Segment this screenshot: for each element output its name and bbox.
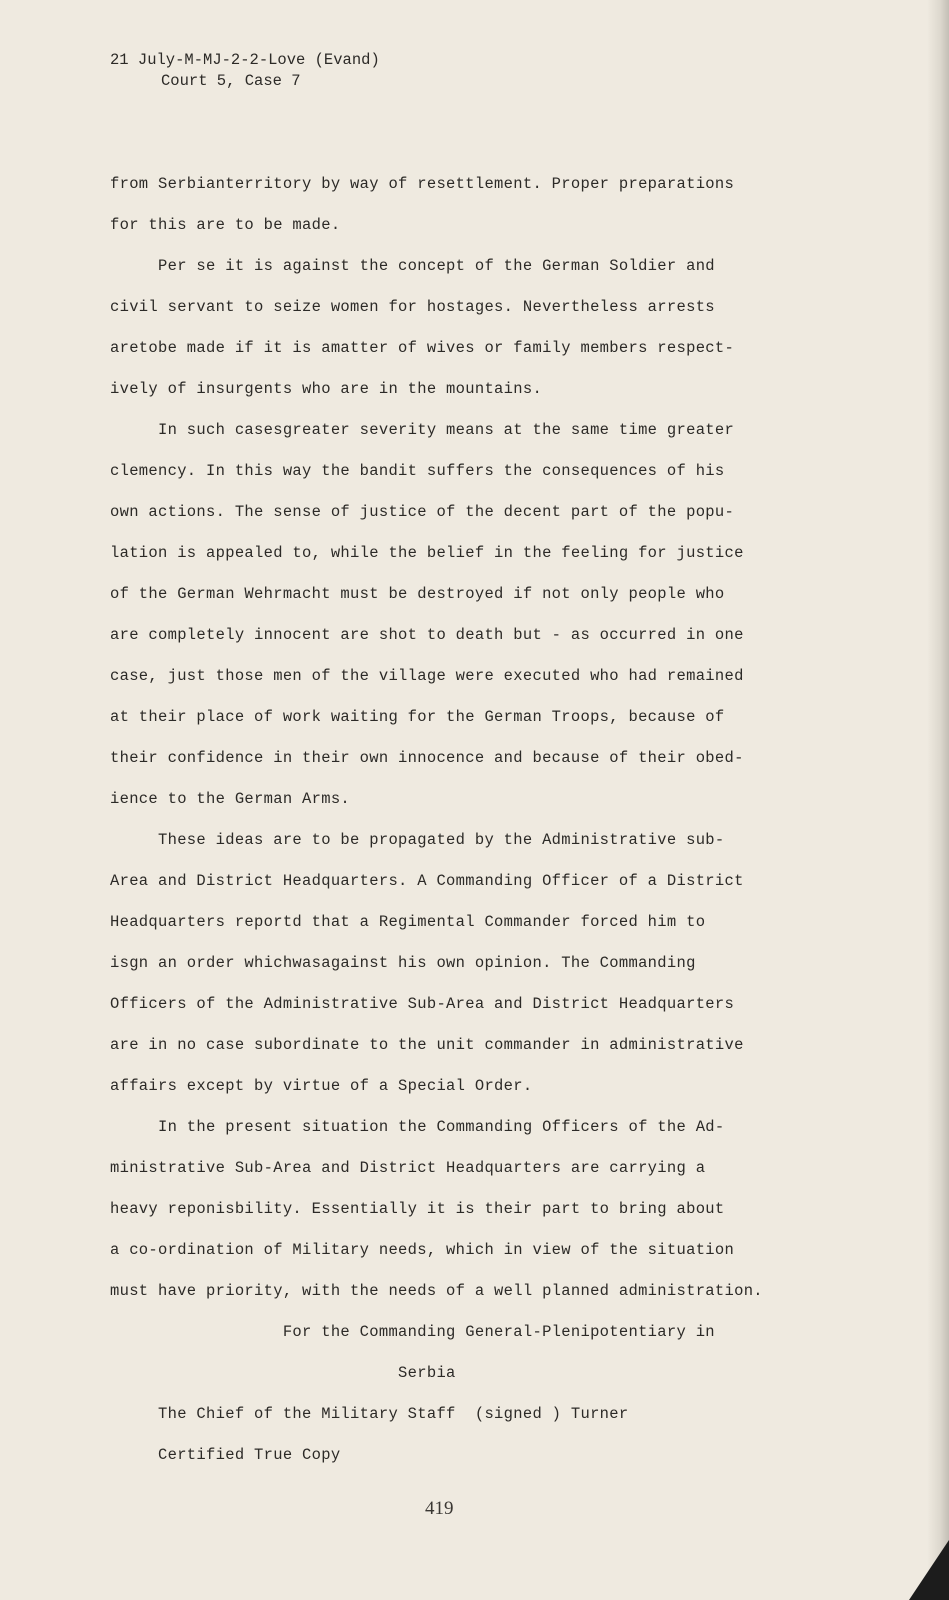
text-line: In the present situation the Commanding Officers of the Ad- (110, 1118, 725, 1136)
text-line: affairs except by virtue of a Special Order. (110, 1077, 533, 1095)
text-line: In such casesgreater severity means at the same time greater (110, 421, 735, 439)
text-line: a co-ordination of Military needs, which in view of the situation (110, 1241, 735, 1259)
text-line: ministrative Sub-Area and District Headquarters are carrying a (110, 1159, 706, 1177)
text-line: must have priority, with the needs of a well planned administration. (110, 1282, 763, 1300)
signature-line: The Chief of the Military Staff (signed ) Turner (110, 1405, 629, 1423)
text-line: of the German Wehrmacht must be destroyed if not only people who (110, 585, 725, 603)
text-line: their confidence in their own innocence and because of their obed- (110, 749, 744, 767)
text-line: aretobe made if it is amatter of wives or family members respect- (110, 339, 735, 357)
text-line: clemency. In this way the bandit suffers the consequences of his (110, 462, 725, 480)
page-edge-shadow (927, 0, 949, 1600)
page-number: 419 (425, 1498, 454, 1519)
document-header (110, 50, 380, 92)
text-line: Headquarters reportd that a Regimental Commander forced him to (110, 913, 706, 931)
text-line: for this are to be made. (110, 216, 341, 234)
text-line: at their place of work waiting for the German Troops, because of (110, 708, 725, 726)
text-line: own actions. The sense of justice of the decent part of the popu- (110, 503, 735, 521)
header-court-case: Court 5, Case 7 (161, 72, 301, 90)
text-line: civil servant to seize women for hostages. Nevertheless arrests (110, 298, 715, 316)
text-line: heavy reponisbility. Essentially it is their part to bring about (110, 1200, 725, 1218)
signature-block-line: For the Commanding General-Plenipotentiary in (110, 1323, 715, 1341)
text-line: from Serbianterritory by way of resettlement. Proper preparations (110, 175, 735, 193)
certification-line: Certified True Copy (110, 1446, 341, 1464)
text-line: Area and District Headquarters. A Commanding Officer of a District (110, 872, 744, 890)
text-line: Officers of the Administrative Sub-Area and District Headquarters (110, 995, 735, 1013)
text-line: lation is appealed to, while the belief in the feeling for justice (110, 544, 744, 562)
text-line: are completely innocent are shot to death but - as occurred in one (110, 626, 744, 644)
text-line: These ideas are to be propagated by the Administrative sub- (110, 831, 725, 849)
text-line: ively of insurgents who are in the mountains. (110, 380, 543, 398)
text-line: case, just those men of the village were executed who had remained (110, 667, 744, 685)
signature-block-line: Serbia (110, 1364, 456, 1382)
text-line: isgn an order whichwasagainst his own opinion. The Commanding (110, 954, 696, 972)
header-reference: 21 July-M-MJ-2-2-Love (Evand) (110, 51, 380, 69)
text-line: ience to the German Arms. (110, 790, 351, 808)
text-line: are in no case subordinate to the unit commander in administrative (110, 1036, 744, 1054)
text-line: Per se it is against the concept of the German Soldier and (110, 257, 715, 275)
